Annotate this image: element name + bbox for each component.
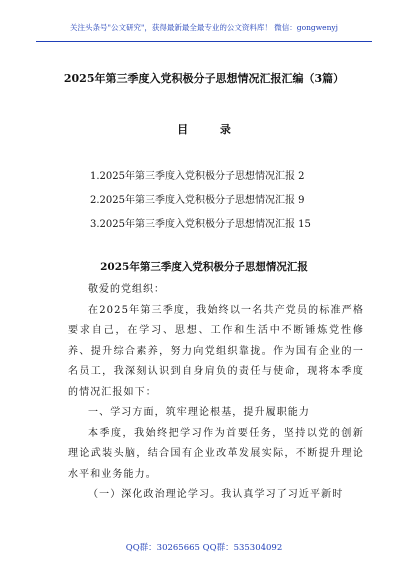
salutation: 敬爱的党组织：: [88, 284, 165, 295]
toc-item[interactable]: 3.2025年第三季度入党积极分子思想情况汇报 15: [90, 219, 311, 230]
paragraph: 在2025年第三季度，我始终以一名共产党员的标准严格要求自己，在学习、思想、工作和生活中不断锤炼党性修养、提升综合素养，努力向党组织靠拢。作为国有企业的一名员工，我深刻认识到自身肩负的责任与使命，现将本季度的情况汇报如下：: [68, 304, 364, 398]
toc-item[interactable]: 1.2025年第三季度入党积极分子思想情况汇报 2: [90, 171, 305, 182]
header-note: 关注头条号"公文研究"，获得最新最全最专业的公文资料库！ 微信：gongwenyj: [70, 23, 338, 32]
section-title: 2025年第三季度入党积极分子思想情况汇报: [100, 261, 308, 273]
table-of-contents: [90, 165, 390, 237]
subheading: 一、学习方面，筑牢理论根基，提升履职能力: [88, 407, 310, 418]
toc-item[interactable]: 2.2025年第三季度入党积极分子思想情况汇报 9: [90, 195, 305, 206]
document-title: 2025年第三季度入党积极分子思想情况汇报汇编（3篇）: [63, 72, 345, 85]
footer-note: QQ群：30265665 QQ群：535304092: [125, 543, 283, 553]
body-text: [68, 280, 364, 506]
toc-heading: 目 录: [177, 123, 245, 136]
paragraph: 本季度，我始终把学习作为首要任务，坚持以党的创新理论武装头脑，结合国有企业改革发展实际，不断提升理论水平和业务能力。: [68, 427, 364, 480]
header-divider: [36, 41, 372, 42]
paragraph: （一）深化政治理论学习。我认真学习了习近平新时: [88, 489, 344, 500]
